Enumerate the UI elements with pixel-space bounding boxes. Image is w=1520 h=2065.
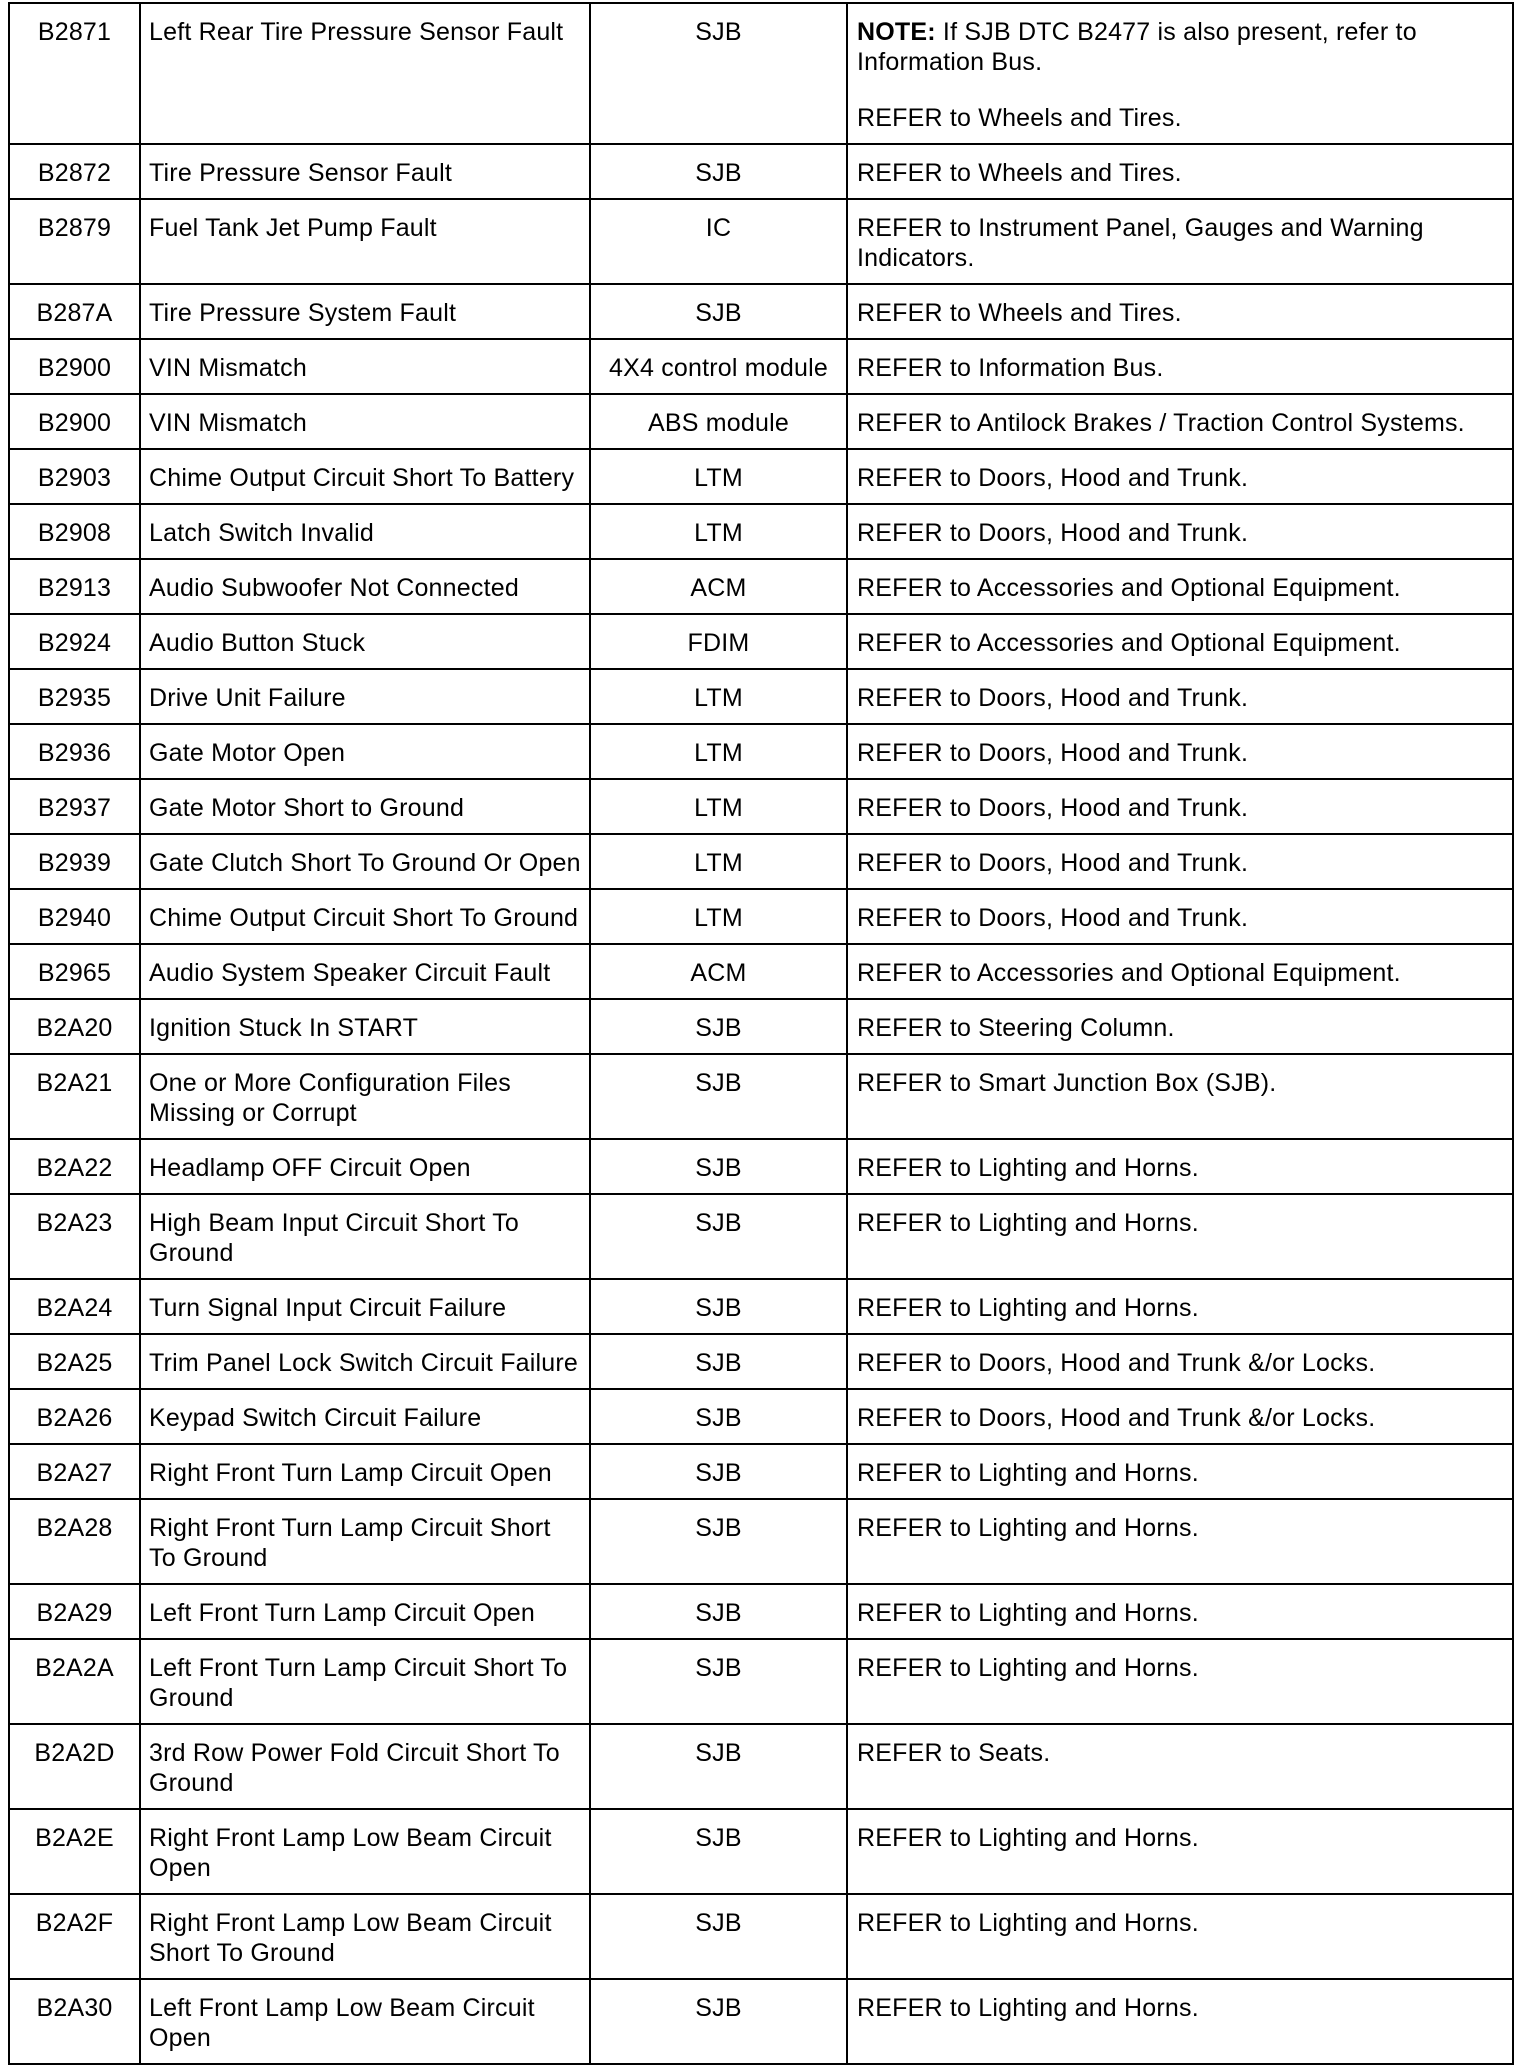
dtc-module: ACM bbox=[590, 944, 847, 999]
dtc-module: FDIM bbox=[590, 614, 847, 669]
dtc-action: REFER to Lighting and Horns. bbox=[847, 1194, 1513, 1279]
dtc-description: Right Front Turn Lamp Circuit Short To Ground bbox=[140, 1499, 590, 1584]
table-row bbox=[9, 999, 1513, 1054]
dtc-code: B2A20 bbox=[9, 999, 140, 1054]
dtc-code: B2A21 bbox=[9, 1054, 140, 1139]
note-text: If SJB DTC B2477 is also present, refer to Information Bus. bbox=[857, 18, 1417, 76]
dtc-code: B2924 bbox=[9, 614, 140, 669]
table-row bbox=[9, 1979, 1513, 2064]
dtc-code: B2879 bbox=[9, 199, 140, 284]
dtc-code: B2A27 bbox=[9, 1444, 140, 1499]
dtc-code: B2939 bbox=[9, 834, 140, 889]
dtc-description: Left Front Turn Lamp Circuit Open bbox=[140, 1584, 590, 1639]
dtc-code: B2A26 bbox=[9, 1389, 140, 1444]
dtc-action: REFER to Lighting and Horns. bbox=[847, 1499, 1513, 1584]
dtc-module: SJB bbox=[590, 1499, 847, 1584]
table-row bbox=[9, 1809, 1513, 1894]
dtc-description: Left Front Turn Lamp Circuit Short To Ground bbox=[140, 1639, 590, 1724]
dtc-code: B2A24 bbox=[9, 1279, 140, 1334]
dtc-description: Left Rear Tire Pressure Sensor Fault bbox=[140, 3, 590, 144]
dtc-module: SJB bbox=[590, 284, 847, 339]
dtc-module: SJB bbox=[590, 1979, 847, 2064]
dtc-action: REFER to Doors, Hood and Trunk. bbox=[847, 724, 1513, 779]
dtc-code: B2900 bbox=[9, 394, 140, 449]
dtc-action bbox=[847, 3, 1513, 144]
dtc-module: SJB bbox=[590, 1639, 847, 1724]
dtc-module: LTM bbox=[590, 449, 847, 504]
dtc-module: SJB bbox=[590, 1054, 847, 1139]
dtc-description: Gate Motor Open bbox=[140, 724, 590, 779]
table-row bbox=[9, 1499, 1513, 1584]
dtc-table-body bbox=[9, 3, 1513, 2064]
dtc-code: B2A2E bbox=[9, 1809, 140, 1894]
dtc-description: Drive Unit Failure bbox=[140, 669, 590, 724]
dtc-description: One or More Configuration Files Missing or Corrupt bbox=[140, 1054, 590, 1139]
dtc-action: REFER to Accessories and Optional Equipment. bbox=[847, 559, 1513, 614]
dtc-description: Left Front Lamp Low Beam Circuit Open bbox=[140, 1979, 590, 2064]
dtc-action: REFER to Lighting and Horns. bbox=[847, 1139, 1513, 1194]
table-row bbox=[9, 199, 1513, 284]
dtc-description: Fuel Tank Jet Pump Fault bbox=[140, 199, 590, 284]
table-row bbox=[9, 944, 1513, 999]
dtc-action: REFER to Accessories and Optional Equipment. bbox=[847, 944, 1513, 999]
dtc-action: REFER to Doors, Hood and Trunk. bbox=[847, 449, 1513, 504]
dtc-action: REFER to Accessories and Optional Equipment. bbox=[847, 614, 1513, 669]
dtc-description: Ignition Stuck In START bbox=[140, 999, 590, 1054]
dtc-action: REFER to Instrument Panel, Gauges and Warning Indicators. bbox=[847, 199, 1513, 284]
table-row bbox=[9, 889, 1513, 944]
dtc-module: SJB bbox=[590, 1279, 847, 1334]
dtc-code: B2913 bbox=[9, 559, 140, 614]
table-row bbox=[9, 394, 1513, 449]
dtc-action: REFER to Lighting and Horns. bbox=[847, 1979, 1513, 2064]
dtc-code: B2A28 bbox=[9, 1499, 140, 1584]
dtc-code: B2940 bbox=[9, 889, 140, 944]
dtc-description: Tire Pressure System Fault bbox=[140, 284, 590, 339]
table-row bbox=[9, 1279, 1513, 1334]
table-row bbox=[9, 614, 1513, 669]
dtc-description: Right Front Turn Lamp Circuit Open bbox=[140, 1444, 590, 1499]
note-label: NOTE: bbox=[857, 18, 936, 46]
dtc-module: SJB bbox=[590, 1334, 847, 1389]
table-row bbox=[9, 559, 1513, 614]
table-row bbox=[9, 724, 1513, 779]
dtc-description: Gate Clutch Short To Ground Or Open bbox=[140, 834, 590, 889]
table-row bbox=[9, 669, 1513, 724]
dtc-module: IC bbox=[590, 199, 847, 284]
dtc-description: Headlamp OFF Circuit Open bbox=[140, 1139, 590, 1194]
dtc-module: LTM bbox=[590, 779, 847, 834]
dtc-action: REFER to Lighting and Horns. bbox=[847, 1809, 1513, 1894]
dtc-description: VIN Mismatch bbox=[140, 339, 590, 394]
dtc-description: Chime Output Circuit Short To Ground bbox=[140, 889, 590, 944]
dtc-module: SJB bbox=[590, 3, 847, 144]
dtc-module: SJB bbox=[590, 1444, 847, 1499]
dtc-action: REFER to Steering Column. bbox=[847, 999, 1513, 1054]
table-row bbox=[9, 1444, 1513, 1499]
table-row bbox=[9, 1334, 1513, 1389]
table-row bbox=[9, 779, 1513, 834]
dtc-action: REFER to Wheels and Tires. bbox=[847, 144, 1513, 199]
table-row bbox=[9, 1584, 1513, 1639]
dtc-module: LTM bbox=[590, 834, 847, 889]
dtc-description: Right Front Lamp Low Beam Circuit Open bbox=[140, 1809, 590, 1894]
dtc-code: B2965 bbox=[9, 944, 140, 999]
dtc-action: REFER to Lighting and Horns. bbox=[847, 1894, 1513, 1979]
table-row bbox=[9, 449, 1513, 504]
dtc-code: B2A2F bbox=[9, 1894, 140, 1979]
dtc-description: Latch Switch Invalid bbox=[140, 504, 590, 559]
dtc-code: B2903 bbox=[9, 449, 140, 504]
dtc-action: REFER to Wheels and Tires. bbox=[847, 284, 1513, 339]
dtc-description: 3rd Row Power Fold Circuit Short To Ground bbox=[140, 1724, 590, 1809]
dtc-code: B2908 bbox=[9, 504, 140, 559]
refer-text: REFER to Wheels and Tires. bbox=[857, 104, 1182, 132]
dtc-module: SJB bbox=[590, 1809, 847, 1894]
table-row bbox=[9, 339, 1513, 394]
dtc-description: Tire Pressure Sensor Fault bbox=[140, 144, 590, 199]
dtc-description: Audio Subwoofer Not Connected bbox=[140, 559, 590, 614]
dtc-description: Right Front Lamp Low Beam Circuit Short To Ground bbox=[140, 1894, 590, 1979]
dtc-action: REFER to Doors, Hood and Trunk. bbox=[847, 889, 1513, 944]
dtc-code: B2900 bbox=[9, 339, 140, 394]
dtc-action: REFER to Seats. bbox=[847, 1724, 1513, 1809]
dtc-module: LTM bbox=[590, 889, 847, 944]
dtc-action: REFER to Lighting and Horns. bbox=[847, 1279, 1513, 1334]
dtc-action: REFER to Doors, Hood and Trunk. bbox=[847, 779, 1513, 834]
table-row bbox=[9, 1194, 1513, 1279]
dtc-module: SJB bbox=[590, 1894, 847, 1979]
dtc-module: ACM bbox=[590, 559, 847, 614]
dtc-table bbox=[8, 2, 1514, 2065]
table-row bbox=[9, 1724, 1513, 1809]
table-row bbox=[9, 3, 1513, 144]
table-row bbox=[9, 1894, 1513, 1979]
dtc-description: Gate Motor Short to Ground bbox=[140, 779, 590, 834]
dtc-module: SJB bbox=[590, 999, 847, 1054]
dtc-code: B2871 bbox=[9, 3, 140, 144]
dtc-module: ABS module bbox=[590, 394, 847, 449]
dtc-description: Turn Signal Input Circuit Failure bbox=[140, 1279, 590, 1334]
dtc-description: High Beam Input Circuit Short To Ground bbox=[140, 1194, 590, 1279]
dtc-action: REFER to Doors, Hood and Trunk. bbox=[847, 504, 1513, 559]
dtc-module: SJB bbox=[590, 1139, 847, 1194]
dtc-module: SJB bbox=[590, 1724, 847, 1809]
dtc-code: B2872 bbox=[9, 144, 140, 199]
dtc-description: Audio System Speaker Circuit Fault bbox=[140, 944, 590, 999]
dtc-action: REFER to Antilock Brakes / Traction Control Systems. bbox=[847, 394, 1513, 449]
dtc-code: B2937 bbox=[9, 779, 140, 834]
table-row bbox=[9, 1389, 1513, 1444]
dtc-code: B2A25 bbox=[9, 1334, 140, 1389]
dtc-action: REFER to Doors, Hood and Trunk &/or Locks. bbox=[847, 1389, 1513, 1444]
dtc-description: Trim Panel Lock Switch Circuit Failure bbox=[140, 1334, 590, 1389]
dtc-code: B287A bbox=[9, 284, 140, 339]
dtc-code: B2A2A bbox=[9, 1639, 140, 1724]
table-row bbox=[9, 284, 1513, 339]
dtc-module: SJB bbox=[590, 144, 847, 199]
dtc-module: LTM bbox=[590, 669, 847, 724]
dtc-code: B2935 bbox=[9, 669, 140, 724]
dtc-code: B2A2D bbox=[9, 1724, 140, 1809]
dtc-code: B2A29 bbox=[9, 1584, 140, 1639]
dtc-module: LTM bbox=[590, 724, 847, 779]
dtc-action: REFER to Doors, Hood and Trunk. bbox=[847, 834, 1513, 889]
dtc-action: REFER to Smart Junction Box (SJB). bbox=[847, 1054, 1513, 1139]
table-row bbox=[9, 1054, 1513, 1139]
dtc-action: REFER to Information Bus. bbox=[847, 339, 1513, 394]
dtc-description: VIN Mismatch bbox=[140, 394, 590, 449]
table-row bbox=[9, 144, 1513, 199]
dtc-module: 4X4 control module bbox=[590, 339, 847, 394]
dtc-module: SJB bbox=[590, 1584, 847, 1639]
note-spacer bbox=[857, 77, 1504, 103]
dtc-action: REFER to Lighting and Horns. bbox=[847, 1444, 1513, 1499]
dtc-code: B2936 bbox=[9, 724, 140, 779]
dtc-description: Audio Button Stuck bbox=[140, 614, 590, 669]
dtc-module: SJB bbox=[590, 1194, 847, 1279]
table-row bbox=[9, 504, 1513, 559]
dtc-action: REFER to Doors, Hood and Trunk &/or Locks. bbox=[847, 1334, 1513, 1389]
dtc-action: REFER to Lighting and Horns. bbox=[847, 1639, 1513, 1724]
dtc-action: REFER to Lighting and Horns. bbox=[847, 1584, 1513, 1639]
dtc-action: REFER to Doors, Hood and Trunk. bbox=[847, 669, 1513, 724]
dtc-module: SJB bbox=[590, 1389, 847, 1444]
dtc-code: B2A30 bbox=[9, 1979, 140, 2064]
table-row bbox=[9, 1139, 1513, 1194]
dtc-description: Chime Output Circuit Short To Battery bbox=[140, 449, 590, 504]
dtc-module: LTM bbox=[590, 504, 847, 559]
dtc-description: Keypad Switch Circuit Failure bbox=[140, 1389, 590, 1444]
table-row bbox=[9, 834, 1513, 889]
dtc-code: B2A22 bbox=[9, 1139, 140, 1194]
table-row bbox=[9, 1639, 1513, 1724]
dtc-code: B2A23 bbox=[9, 1194, 140, 1279]
